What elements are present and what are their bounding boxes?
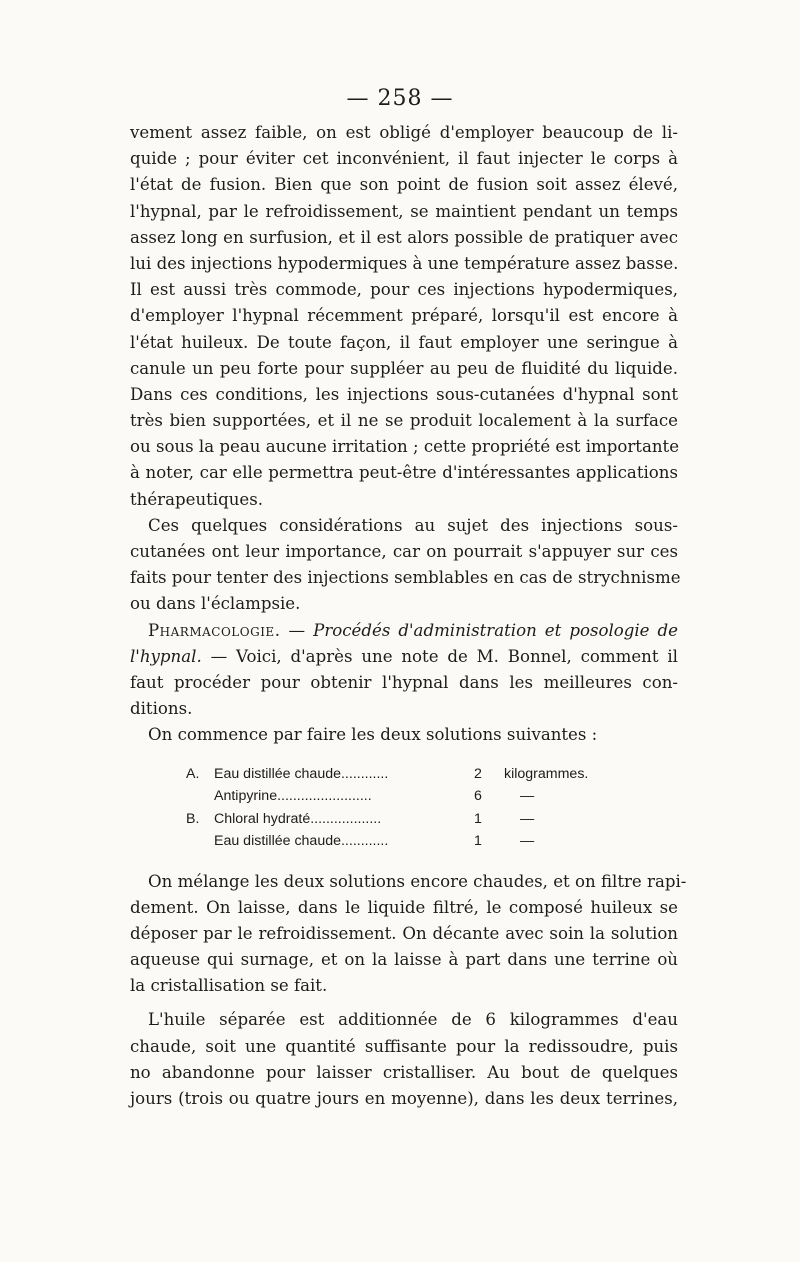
formula-table bbox=[186, 763, 616, 853]
text-line: On commence par faire les deux solutions suivantes : bbox=[148, 725, 598, 745]
page-number: — 258 — bbox=[346, 86, 454, 111]
paragraph-1 bbox=[130, 120, 678, 513]
text-line bbox=[130, 644, 678, 670]
text-line: dement. On laisse, dans le liquide filtré, le composé huileux se bbox=[130, 897, 678, 917]
section-heading-line: Pharmacologie. — Procédés d'administration et posologie de bbox=[148, 620, 678, 640]
text-line: cutanées ont leur importance, car on pourrait s'appuyer sur ces bbox=[130, 542, 678, 561]
text-line: ditions. bbox=[130, 699, 193, 719]
text-line: l'hypnal, par le refroidissement, se maintient pendant un temps bbox=[130, 201, 678, 221]
text-line: l'état de fusion. Bien que son point de fusion soit assez élevé, bbox=[130, 175, 678, 195]
text-line: d'employer l'hypnal récemment préparé, lorsqu'il est encore à bbox=[130, 306, 678, 326]
text-line: à noter, car elle permettra peut-être d'intéressantes applications bbox=[130, 463, 678, 483]
text-line: vement assez faible, on est obligé d'employer beaucoup de li- bbox=[130, 123, 678, 142]
formula-unit: — bbox=[520, 788, 535, 804]
formula-ingredient: Eau distillée chaude............ bbox=[214, 833, 389, 849]
text-line: canule un peu forte pour suppléer au peu de fluidité du liquide. bbox=[130, 358, 678, 378]
formula-label: B. bbox=[186, 810, 200, 827]
formula-row bbox=[186, 808, 616, 831]
formula-ingredient: Chloral hydraté.................. bbox=[214, 810, 382, 827]
text-line: chaude, soit une quantité suffisante pour la redissoudre, puis bbox=[130, 1036, 678, 1056]
page-body bbox=[130, 120, 687, 1112]
text-line: très bien supportées, et il ne se produit localement à la surface bbox=[130, 411, 678, 431]
text-line: jours (trois ou quatre jours en moyenne), dans les deux terrines, bbox=[130, 1089, 678, 1108]
paragraph-6 bbox=[130, 1007, 678, 1112]
formula-label: A. bbox=[186, 765, 200, 782]
text-line: ou sous la peau aucune irritation ; cette propriété est importante bbox=[130, 437, 680, 457]
text-line: la cristallisation se fait. bbox=[130, 976, 328, 996]
text-line: Il est aussi très commode, pour ces injections hypodermiques, bbox=[130, 280, 678, 300]
formula-row bbox=[186, 785, 616, 808]
section-title-end: l'hypnal. bbox=[130, 646, 202, 666]
text-line: Ces quelques considérations au sujet des injections sous- bbox=[148, 515, 678, 535]
text-line: l'état huileux. De toute façon, il faut employer une seringue à bbox=[130, 332, 678, 352]
text-line: faut procéder pour obtenir l'hypnal dans les meilleures con- bbox=[130, 672, 678, 692]
text-line: Dans ces conditions, les injections sous-cutanées d'hypnal sont bbox=[130, 384, 678, 404]
text-line: aqueuse qui surnage, et on la laisse à part dans une terrine où bbox=[130, 950, 678, 970]
text-line: ou dans l'éclampsie. bbox=[130, 594, 301, 614]
formula-unit: kilogrammes. bbox=[504, 765, 589, 782]
text-line: On mélange les deux solutions encore chaudes, et on filtre rapi- bbox=[148, 871, 687, 891]
text-line: faits pour tenter des injections semblables en cas de strychnisme bbox=[130, 568, 681, 588]
formula-quantity: 1 bbox=[474, 810, 482, 827]
formula-unit: — bbox=[520, 810, 535, 827]
formula-label bbox=[186, 830, 214, 853]
formula-label bbox=[186, 785, 214, 808]
section-text: — Voici, d'après une note de M. Bonnel, comment il bbox=[210, 646, 678, 666]
section-pharmacologie bbox=[130, 618, 678, 723]
formula-quantity: 2 bbox=[474, 765, 482, 782]
paragraph-5 bbox=[130, 869, 687, 1000]
paragraph-4 bbox=[130, 722, 678, 748]
paragraph-2 bbox=[130, 513, 681, 618]
text-line: quide ; pour éviter cet inconvénient, il faut injecter le corps à bbox=[130, 149, 678, 169]
formula-quantity: 6 bbox=[474, 788, 482, 804]
formula-unit: — bbox=[520, 833, 535, 849]
formula-row bbox=[186, 830, 616, 853]
formula-row bbox=[186, 763, 616, 786]
section-heading: Pharmacologie. bbox=[148, 620, 281, 640]
formula-quantity: 1 bbox=[474, 833, 482, 849]
text-line: no abandonne pour laisser cristalliser. Au bout de quelques bbox=[130, 1062, 678, 1082]
formula-ingredient: Antipyrine........................ bbox=[214, 788, 372, 804]
text-line: lui des injections hypodermiques à une température assez basse. bbox=[130, 253, 679, 273]
text-line: déposer par le refroidissement. On décante avec soin la solution bbox=[130, 923, 678, 943]
section-title: Procédés d'administration et posologie de bbox=[313, 620, 678, 640]
text-line: L'huile séparée est additionnée de 6 kilogrammes d'eau bbox=[148, 1010, 678, 1030]
text-line: thérapeutiques. bbox=[130, 489, 264, 509]
formula-ingredient: Eau distillée chaude............ bbox=[214, 765, 389, 782]
text-line: assez long en surfusion, et il est alors possible de pratiquer avec bbox=[130, 227, 678, 247]
